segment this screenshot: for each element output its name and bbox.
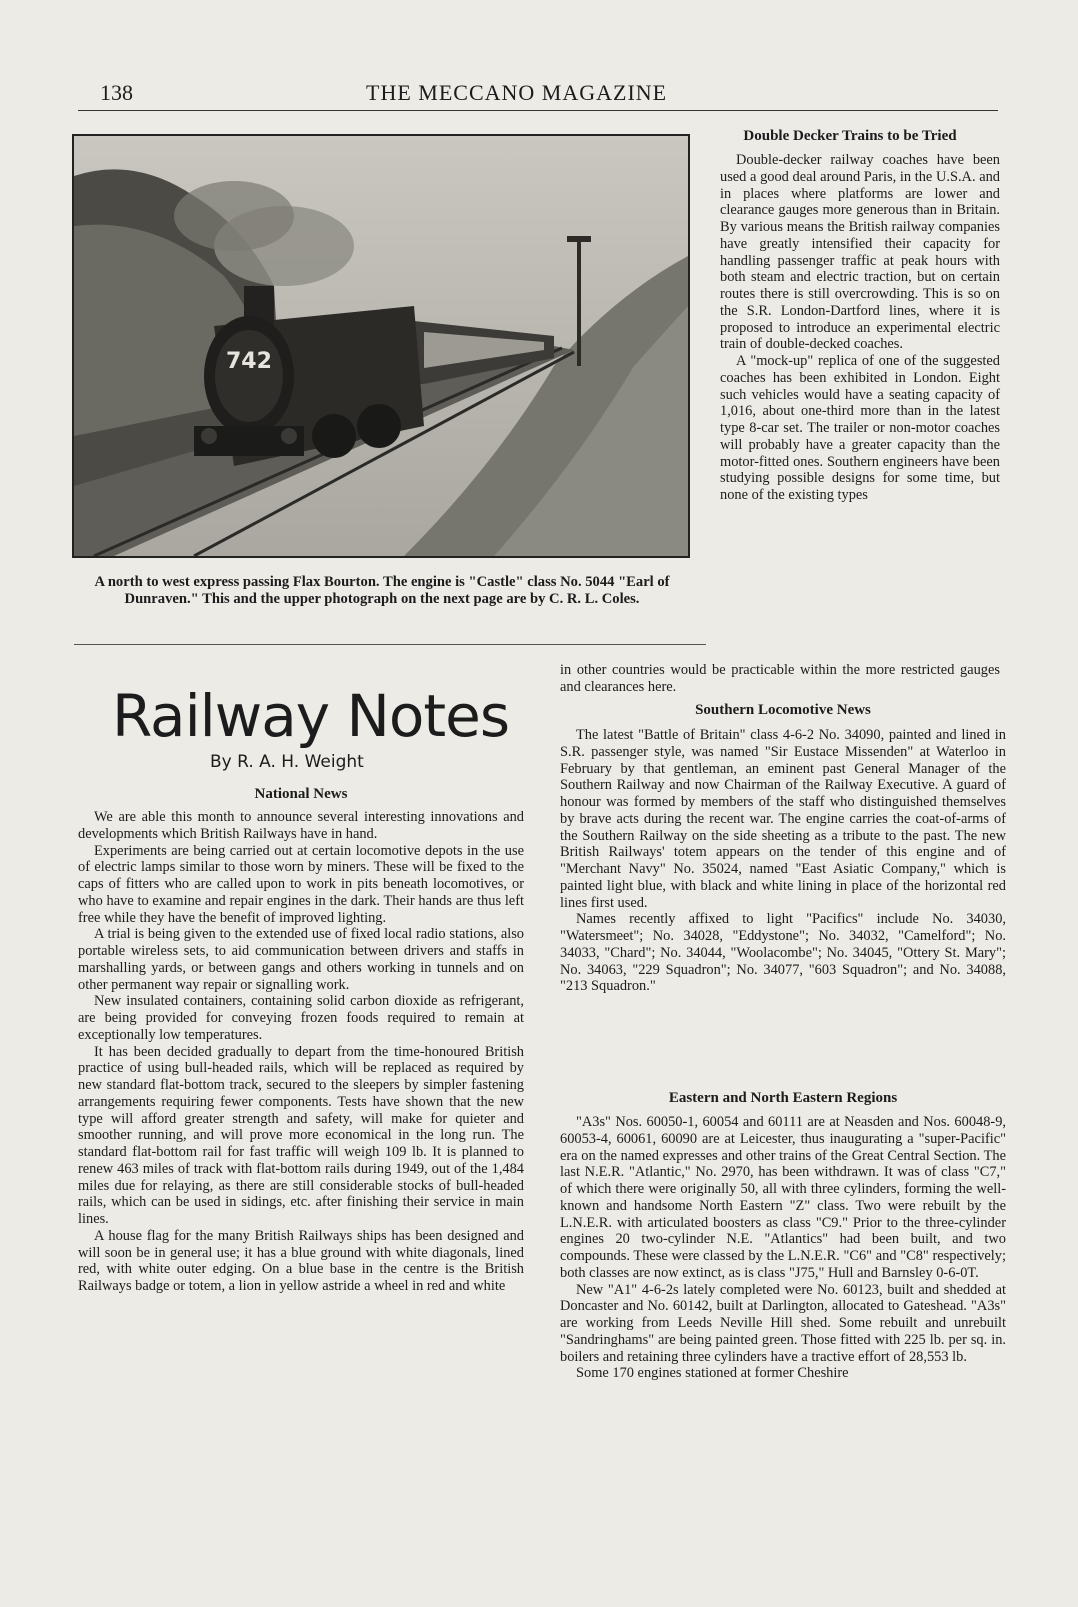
national-news-heading: National News: [254, 786, 348, 802]
header-rule: [78, 110, 998, 111]
national-para-5: It has been decided gradually to depart from the time-honoured British practice of using bull-headed rails, which will be replaced as required by new standard flat-bottom track, secured to the sleepers by simpler fastening arrangements requiring fewer components. Tests have shown that the new type will afford greater strength and safety, will make for quieter and smoother running, and will prove more economical in the long run. The standard flat-bottom rail for fast traffic will weigh 109 lb. It is planned to renew 463 miles of track with flat-bottom rails during 1949, out of the 1,484 miles due for relaying, as there are still considerable stocks of bull-headed rails, which can be used in sidings, etc. after finishing their service in main lines.: [78, 1043, 524, 1227]
eastern-para-2: New "A1" 4-6-2s lately completed were No. 60123, built and shedded at Doncaster and No. 60142, built at Darlington, allocated to Gateshead. "A3s" are working from Leeds Neville Hill shed. Some rebuilt and unrebuilt "Sandringhams" are being painted green. Those fitted with 225 lb. per sq. in. boilers and retaining three cylinders have a tractive effort of 28,553 lb.: [560, 1281, 1006, 1365]
national-para-1: We are able this month to announce several interesting innovations and developments which British Railways have in hand.: [78, 809, 524, 842]
southern-news-body: [560, 727, 1006, 995]
article-byline: By R. A. H. Weight: [210, 752, 364, 772]
double-decker-para-1: Double-decker railway coaches have been used a good deal around Paris, in the U.S.A. and in places where platforms are lower and clearance gauges more generous than in Britain. By various means the British railway companies have greatly intensified their capacity for handling passenger traffic at peak hours with both steam and electric traction, but on certain routes there is still overcrowding. This is so on the S.R. London-Dartford lines, where it is proposed to introduce an experimental electric train of double-decked coaches.: [720, 152, 1000, 353]
magazine-title: THE MECCANO MAGAZINE: [366, 80, 668, 105]
national-para-4: New insulated containers, containing solid carbon dioxide as refrigerant, are being provided for conveying frozen foods required to remain at exceptionally low temperatures.: [78, 993, 524, 1043]
southern-para-1: The latest "Battle of Britain" class 4-6-2 No. 34090, painted and lined in S.R. passenger style, was named "Sir Eustace Missenden" at Waterloo in February by that gentleman, an eminent past General Manager of the Southern Railway and now Chairman of the Railway Executive. A guard of honour was formed by members of the staff who distinguished themselves by brave acts during the recent war. The engine carries the coat-of-arms of the Southern Railway on the side sheeting as a tribute to the past. The new British Railways' totem appears on the tender of this engine and of "Merchant Navy" No. 35024, named "East Asiatic Company," which is painted light blue, with black and white lining in place of the horizontal red lines first used.: [560, 727, 1006, 911]
national-para-3: A trial is being given to the extended use of fixed local radio stations, also portable wireless sets, to aid communication between drivers and staffs in marshalling yards, or between gangs and others working in tunnels and on other permanent way repair or signalling work.: [78, 926, 524, 993]
engine-number-text: 742: [226, 349, 272, 374]
article-title: Railway Notes: [112, 682, 510, 750]
locomotive-photo-illustration: [74, 136, 688, 556]
national-para-6: A house flag for the many British Railways ships has been designed and will soon be in general use; it has a blue ground with white diagonals, lined red, with white outer edging. On a blue base in the centre is the British Railways badge or totem, a lion in yellow astride a wheel in red and white: [78, 1227, 524, 1294]
eastern-para-1: "A3s" Nos. 60050-1, 60054 and 60111 are at Neasden and Nos. 60048-9, 60053-4, 60061, 60090 are at Leicester, thus inaugurating a "super-Pacific" era on the named expresses and other trains of the Great Central Section. The last N.E.R. "Atlantic," No. 2970, has been withdrawn. It was of class "C7," of which there were originally 50, all with three cylinders, forming the well-known and handsome North Eastern "Z" class. Two were rebuilt by the L.N.E.R. with articulated boosters as class "C9." Prior to the three-cylinder engines 20 two-cylinder N.E. "Atlantics" had been built, and two compounds. These were classed by the L.N.E.R. "C6" and "C8" respectively; both classes are now extinct, as is class "J75," Hull and Barnsley 0-6-0T.: [560, 1114, 1006, 1281]
eastern-news-body: [560, 1114, 1006, 1382]
eastern-para-3: Some 170 engines stationed at former Cheshire: [576, 1365, 849, 1382]
southern-para-2: Names recently affixed to light "Pacifics" include No. 34030, "Watersmeet"; No. 34028, "Eddystone"; No. 34032, "Camelford"; No. 34033, "Chard"; No. 34044, "Woolacombe"; No. 34045, "Ottery St. Mary"; No. 34063, "229 Squadron"; No. 34077, "603 Squadron"; and No. 34088, "213 Squadron.": [560, 911, 1006, 995]
caption-rule: [74, 644, 706, 645]
double-decker-heading: Double Decker Trains to be Tried: [743, 128, 957, 144]
national-news-body: [78, 809, 524, 1295]
eastern-news-heading: Eastern and North Eastern Regions: [668, 1090, 898, 1106]
double-decker-para-2: A "mock-up" replica of one of the suggested coaches has been exhibited in London. Eight such vehicles would have a seating capacity of 1,016, about one-third more than in the latest type 8-car set. The trailer or non-motor coaches will probably have a greater capacity than the motor-fitted ones. Southern engineers have been studying possible designs for some time, but none of the existing types: [720, 353, 1000, 503]
national-para-2: Experiments are being carried out at certain locomotive depots in the use of electric lamps similar to those worn by miners. These will be fixed to the caps of fitters who are called upon to work in pits beneath locomotives, or who have to examine and repair engines in the dark. Their hands are thus left free while they have the benefit of improved lighting.: [78, 842, 524, 926]
locomotive-photo: [72, 134, 690, 558]
double-decker-continuation: in other countries would be practicable within the more restricted gauges and clearances here.: [560, 662, 1000, 695]
double-decker-body: [720, 152, 1000, 504]
page-number: 138: [100, 80, 133, 105]
photo-caption: A north to west express passing Flax Bourton. The engine is "Castle" class No. 5044 "Earl of Dunraven." This and the upper photograph on the next page are by C. R. L. Coles.: [94, 574, 670, 607]
southern-news-heading: Southern Locomotive News: [695, 702, 871, 718]
